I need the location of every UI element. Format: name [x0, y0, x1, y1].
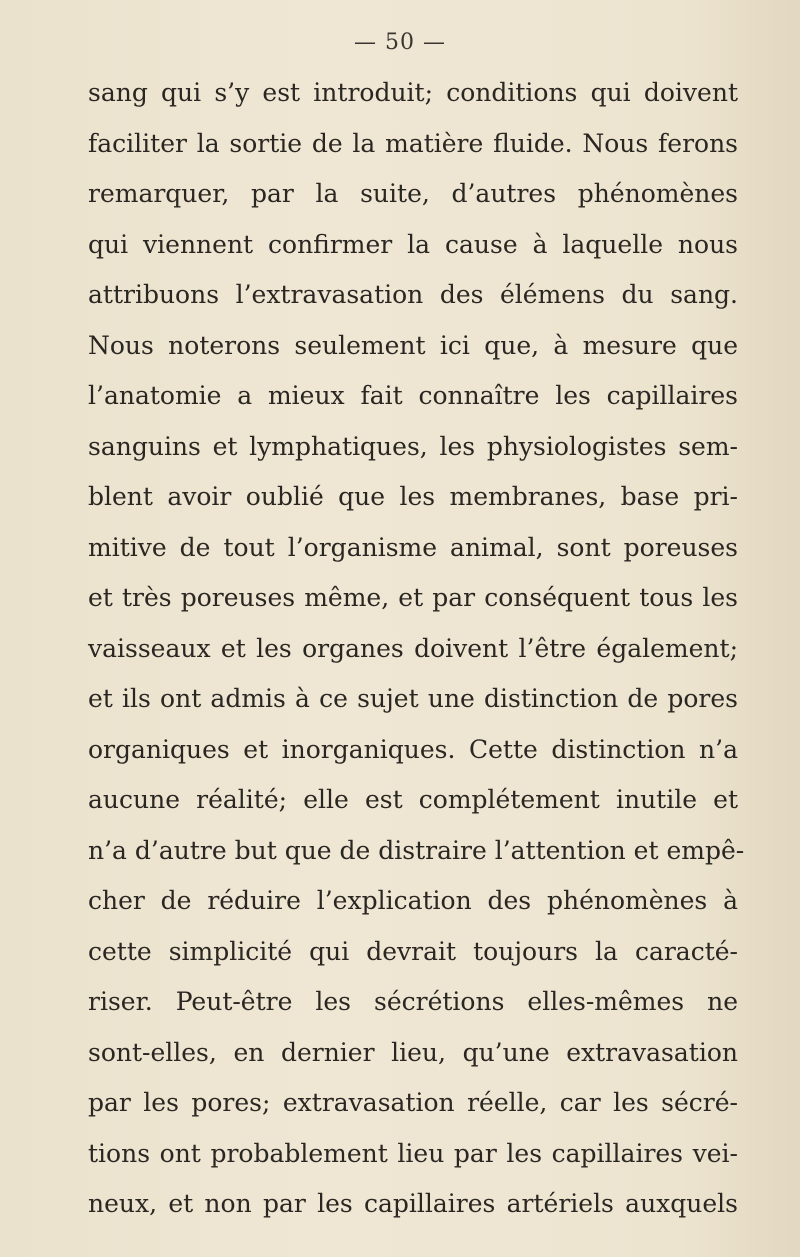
text-line: cette simplicité qui devrait toujours la caracté-: [88, 936, 738, 966]
text-line: organiques et inorganiques. Cette distinction n’a: [88, 734, 738, 764]
text-line: Nous noterons seulement ici que, à mesure que: [88, 330, 738, 360]
text-line: sanguins et lymphatiques, les physiologistes sem-: [88, 431, 738, 461]
text-line: aucune réalité; elle est complétement inutile et: [88, 785, 738, 814]
text-line: sang qui s’y est introduit; conditions qui doivent: [88, 78, 738, 107]
text-line: l’anatomie a mieux fait connaître les capillaires: [88, 381, 738, 410]
body-text: [88, 68, 745, 1230]
text-line: blent avoir oublié que les membranes, base pri-: [88, 482, 738, 511]
text-line: vaisseaux et les organes doivent l’être également;: [88, 633, 738, 663]
text-line: et ils ont admis à ce sujet une distinction de pores: [88, 684, 738, 713]
text-line: attribuons l’extravasation des élémens du sang.: [88, 280, 738, 309]
text-line: neux, et non par les capillaires artériels auxquels: [88, 1189, 738, 1218]
text-line: et très poreuses même, et par conséquent tous les: [88, 583, 738, 612]
text-line: sont-elles, en dernier lieu, qu’une extravasation: [88, 1037, 738, 1067]
text-line: par les pores; extravasation réelle, car les sécré-: [88, 1088, 738, 1117]
page-number: — 50 —: [354, 30, 446, 55]
text-line: mitive de tout l’organisme animal, sont poreuses: [88, 532, 738, 562]
text-line: tions ont probablement lieu par les capillaires vei-: [88, 1138, 738, 1168]
text-line: qui viennent confirmer la cause à laquelle nous: [88, 229, 738, 259]
text-line: riser. Peut-être les sécrétions elles-mêmes ne: [88, 987, 738, 1016]
text-line: n’a d’autre but que de distraire l’attention et empê-: [88, 835, 745, 865]
text-line: cher de réduire l’explication des phénomènes à: [88, 886, 738, 915]
text-line: faciliter la sortie de la matière fluide. Nous ferons: [88, 128, 738, 158]
text-line: remarquer, par la suite, d’autres phénomènes: [88, 179, 738, 208]
